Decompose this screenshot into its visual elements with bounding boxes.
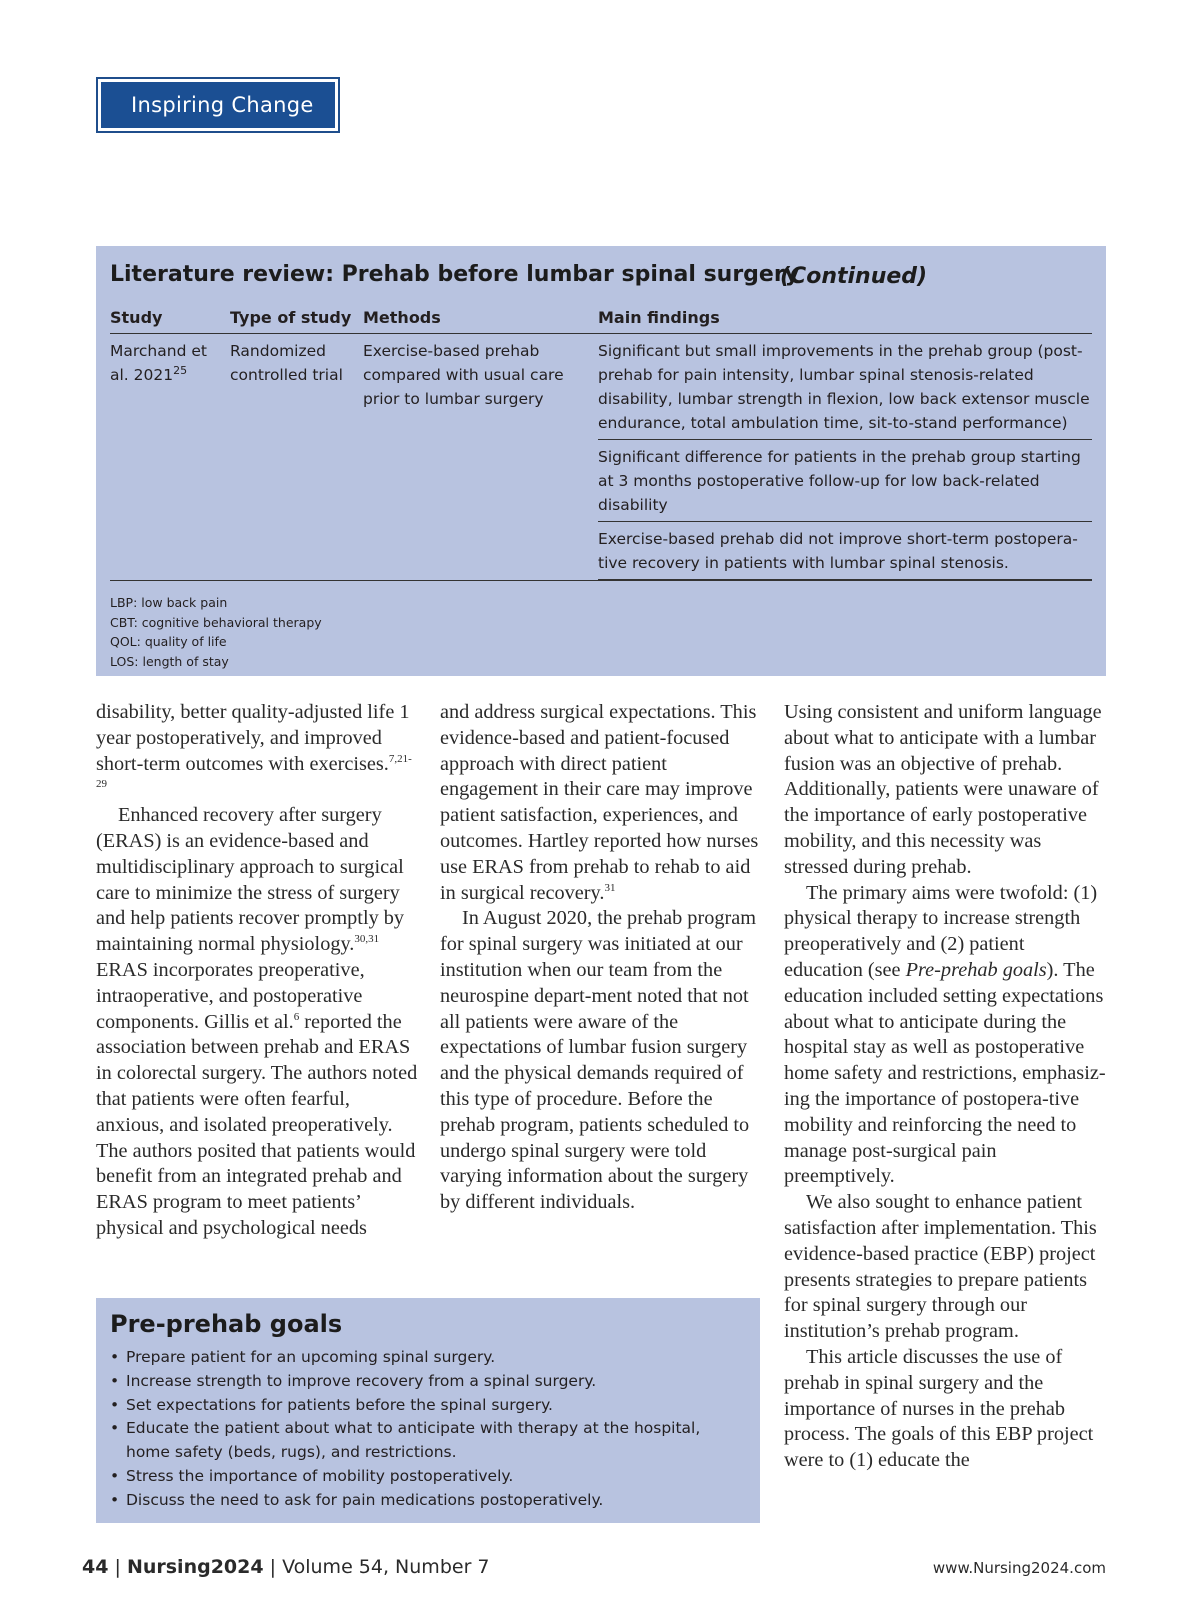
body-column-1	[96, 700, 418, 1242]
section-tag-label: Inspiring Change	[101, 82, 335, 128]
goals-box-reference: Pre-prehab goals	[905, 958, 1047, 981]
table-title-text: Literature review: Prehab before lumbar spinal surgery	[110, 262, 800, 287]
bullet-icon: •	[110, 1371, 120, 1390]
bullet-icon: •	[110, 1395, 120, 1414]
bullet-icon: •	[110, 1490, 120, 1509]
footer-separator: |	[114, 1556, 121, 1578]
reference: 30,31	[354, 933, 380, 946]
goals-list	[110, 1346, 746, 1513]
column-header-type: Type of study	[230, 304, 363, 334]
page-number: 44	[82, 1556, 109, 1578]
section-tag	[96, 77, 340, 133]
goals-title: Pre-prehab goals	[110, 1310, 343, 1338]
page-footer	[82, 1556, 1106, 1578]
paragraph: and address surgical expectations. This evidence-based and patient-focused approach with direct patient engagement in their care may improve patient satisfaction, experiences, and outcomes. Hartley reported how nurses use ERAS from prehab to rehab to aid in surgical recovery.$^{31}$	[440, 701, 759, 904]
paragraph: This article discusses the use of prehab in spinal surgery and the importance of nurses in the prehab process. The goals of this EBP project were to (1) educate the	[784, 1345, 1094, 1472]
bullet-icon: •	[110, 1419, 120, 1438]
cell-finding-2: Significant difference for patients in the prehab group starting at 3 months postoperative follow-up for low back-related disability	[598, 440, 1092, 522]
paragraph: We also sought to enhance patient satisfaction after implementation. This evidence-based practice (EBP) project presents strategies to prepare patients for spinal surgery through our institution’s prehab program.	[784, 1191, 1097, 1343]
list-item: • Increase strength to improve recovery from a spinal surgery.	[110, 1370, 746, 1394]
reference: 31	[604, 881, 616, 894]
body-column-3	[784, 700, 1106, 1474]
volume-info: Volume 54, Number 7	[282, 1556, 490, 1578]
table-row	[110, 334, 1092, 440]
reference: 7,21-29	[96, 752, 412, 791]
column-header-study: Study	[110, 304, 230, 334]
column-header-findings: Main findings	[598, 304, 1092, 334]
literature-review-table-box	[96, 246, 1106, 676]
body-column-2	[440, 700, 762, 1216]
paragraph: In August 2020, the prehab program for spinal surgery was initiated at our institution when our team from the neurospine depart-ment noted that not all patients were aware of the expectations of lumbar fusion surgery and the physical demands required of this type of procedure. Before the prehab program, patients scheduled to undergo spinal surgery were told varying information about the surgery by different individuals.	[440, 907, 757, 1214]
list-item: • Set expectations for patients before the spinal surgery.	[110, 1394, 746, 1418]
abbreviation-item: CBT: cognitive behavioral therapy	[110, 614, 322, 630]
abbreviation-item: LOS: length of stay	[110, 653, 229, 669]
list-item: • Stress the importance of mobility postoperatively.	[110, 1465, 746, 1489]
literature-review-table	[110, 304, 1092, 581]
reference: 6	[293, 1010, 300, 1023]
list-item: • Discuss the need to ask for pain medications postoperatively.	[110, 1489, 746, 1513]
study-reference: 25	[173, 363, 188, 377]
footer-separator: |	[269, 1556, 277, 1578]
table-header-row	[110, 304, 1092, 334]
paragraph: disability, better quality-adjusted life 1 year postoperatively, and improved short-term outcomes with exercises.$^{7,21-29}$	[96, 701, 412, 791]
list-item: • Educate the patient about what to anticipate with therapy at the hospital, home safety (beds, rugs), and restrictions.	[110, 1419, 701, 1462]
paragraph: The primary aims were twofold: (1) physical therapy to increase strength preoperatively and (2) patient education (see Pre-prehab goals). The education included setting expectations about what to anticipate during the hospital stay as well as postoperative home safety and restrictions, emphasiz-ing the importance of postopera-tive mobility and reinforcing the need to manage post-surgical pain preemptively.	[784, 881, 1106, 1188]
paragraph: Enhanced recovery after surgery (ERAS) is an evidence-based and multidisciplinary approach to surgical care to minimize the stress of surgery and help patients recover promptly by maintaining normal physiology.$^{30,31}$ ERAS incorporates preoperative, intraoperative, and postoperative components. Gillis et al.$^6$ reported the association between prehab and ERAS in colorectal surgery. The authors noted that patients were often fearful, anxious, and isolated preoperatively. The authors posited that patients would benefit from an integrated prehab and ERAS program to meet patients’ physical and psychological needs	[96, 804, 418, 1239]
website-url: www.Nursing2024.com	[932, 1559, 1106, 1577]
bullet-icon: •	[110, 1348, 120, 1366]
cell-methods: Exercise-based prehab compared with usual care prior to lumbar surgery	[363, 342, 564, 408]
table-continued-label: (Continued)	[780, 264, 928, 289]
bullet-icon: •	[110, 1466, 120, 1485]
paragraph: Using consistent and uniform language about what to anticipate with a lumbar fusion was an objective of prehab. Additionally, patients were unaware of the importance of early postoperative mobility, and this necessity was stressed during prehab.	[784, 701, 1102, 878]
cell-finding-1: Significant but small improvements in the prehab group (post-prehab for pain intensity, lumbar spinal stenosis-related disability, lumbar strength in flexion, low back extensor muscle endurance, total ambulation time, sit-to-stand performance)	[598, 334, 1092, 440]
cell-study: Marchand et al. 2021$^{25}$	[110, 342, 207, 384]
cell-finding-3: Exercise-based prehab did not improve short-term postopera-tive recovery in patients with lumbar spinal stenosis.	[598, 522, 1092, 580]
table-title	[110, 262, 1092, 296]
magazine-name: Nursing2024	[126, 1556, 264, 1578]
abbreviation-item: QOL: quality of life	[110, 634, 227, 649]
list-item: • Prepare patient for an upcoming spinal surgery.	[110, 1346, 746, 1370]
pre-prehab-goals-box	[96, 1298, 760, 1523]
abbreviations-list	[110, 593, 1092, 671]
cell-type: Randomized controlled trial	[230, 342, 343, 384]
column-header-methods: Methods	[363, 304, 598, 334]
abbreviation-item: LBP: low back pain	[110, 595, 228, 610]
